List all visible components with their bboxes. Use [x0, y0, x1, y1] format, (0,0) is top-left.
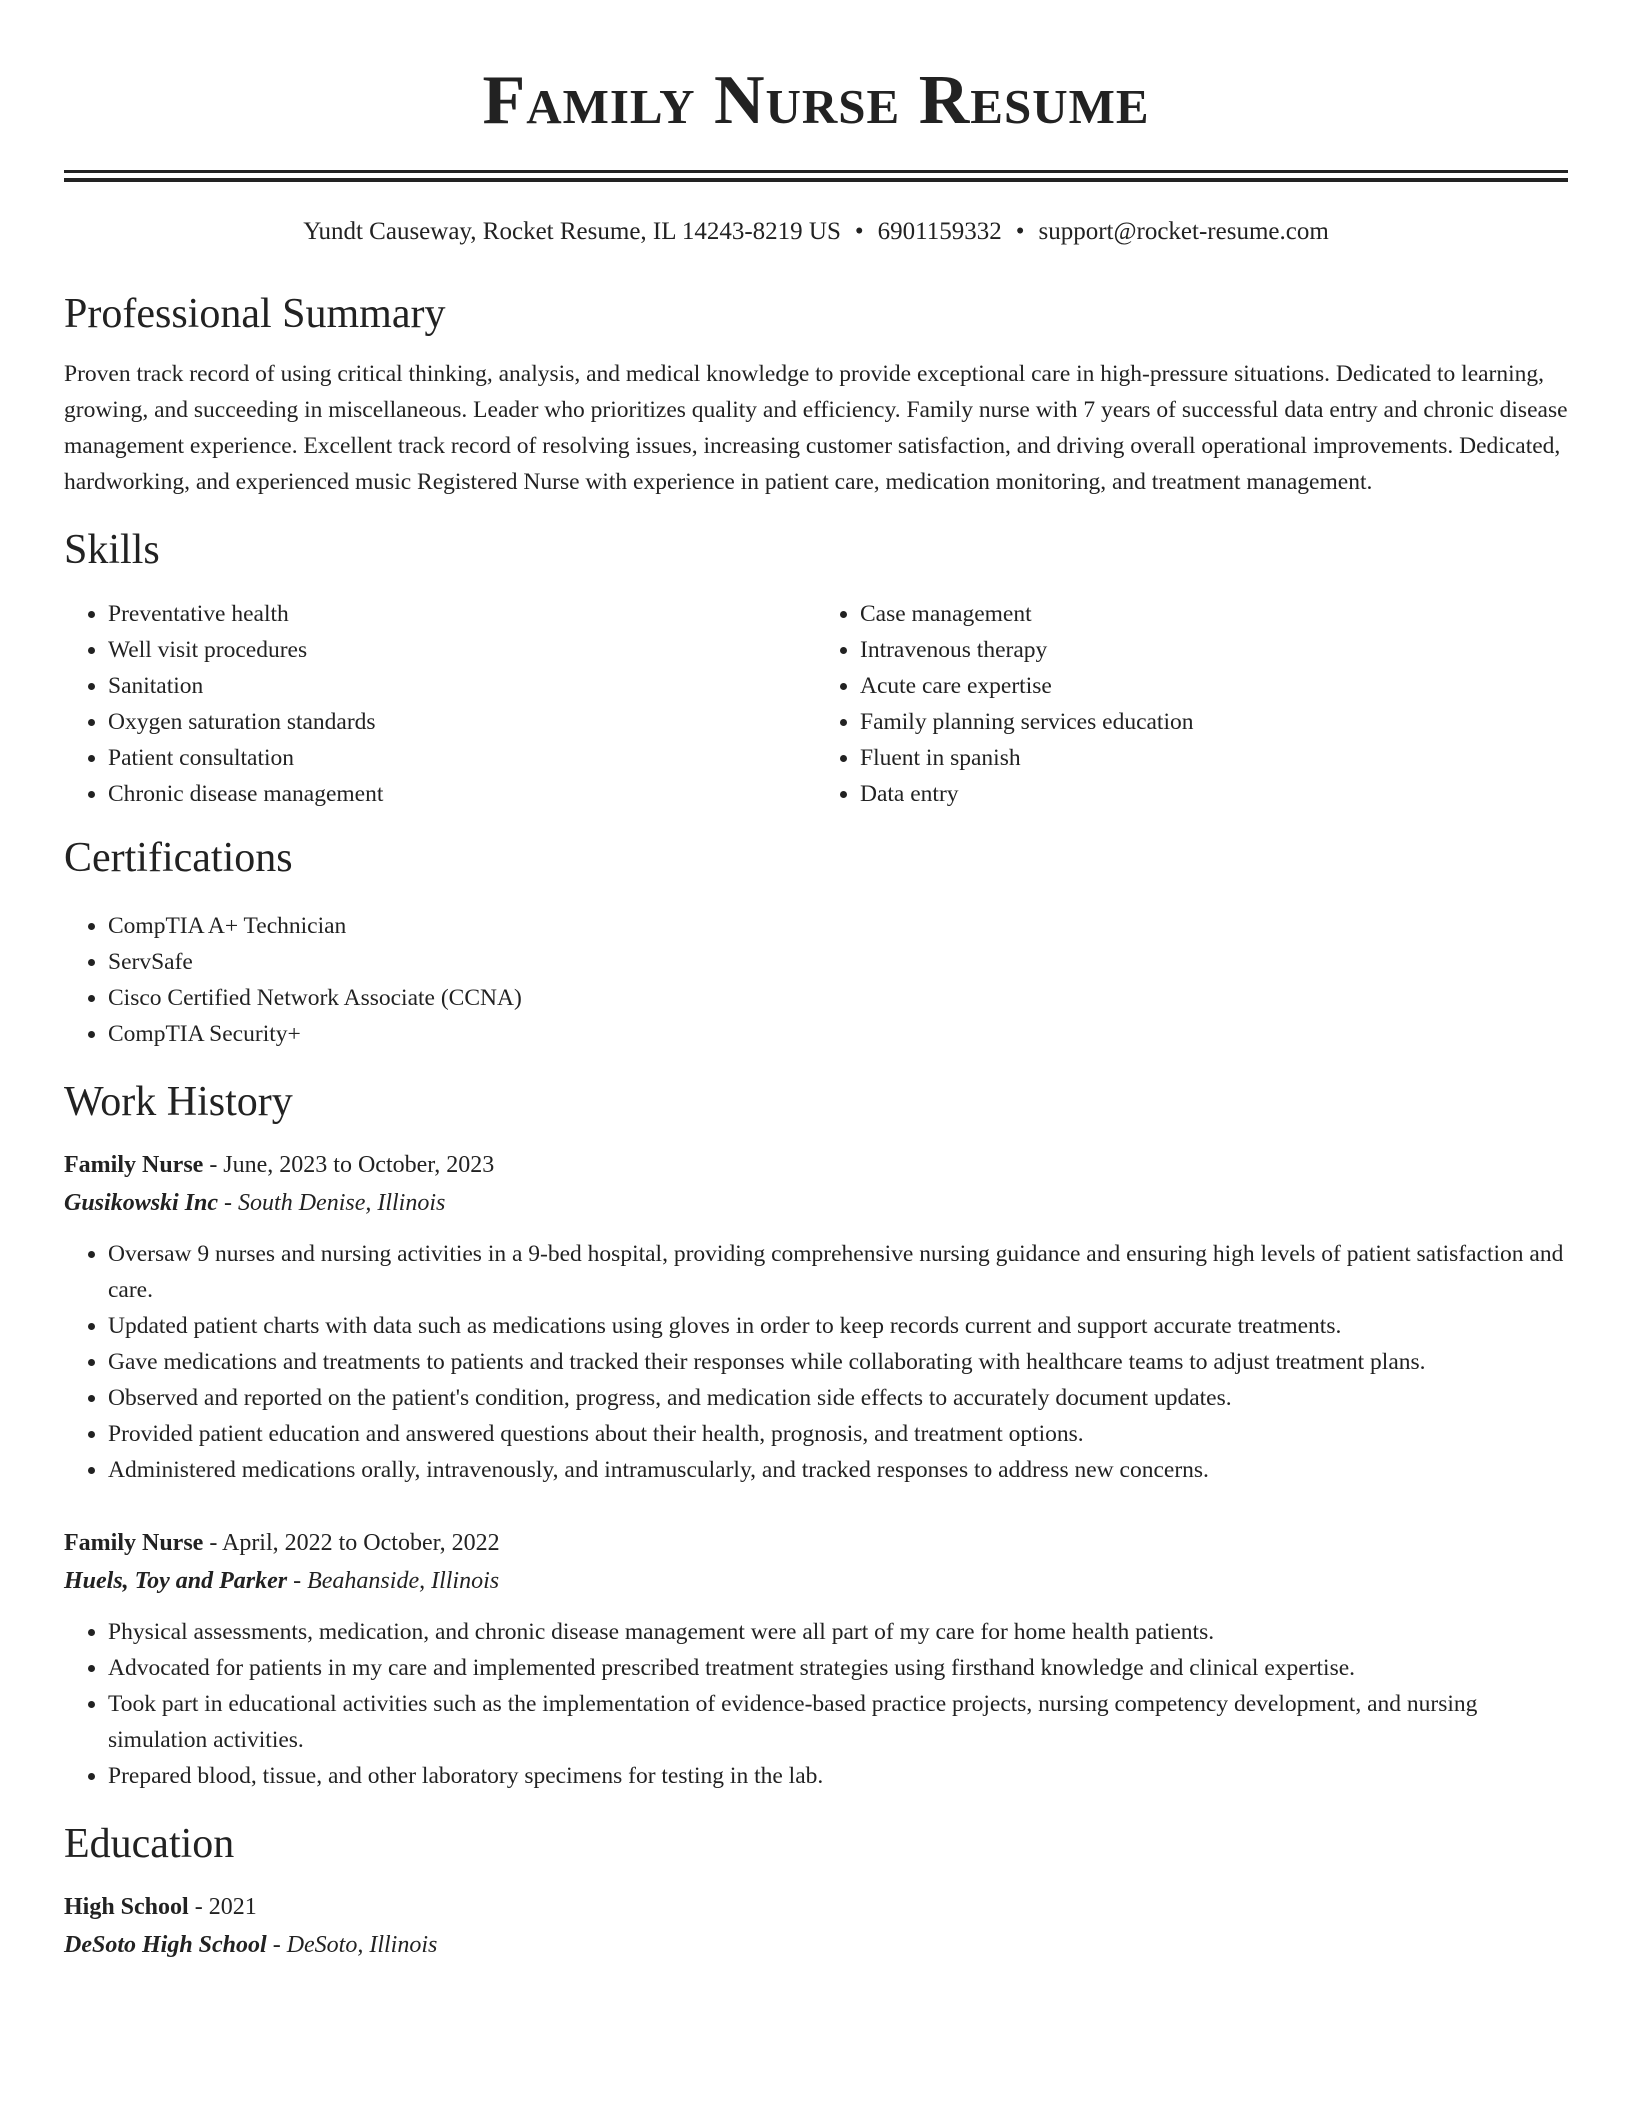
- job-title-line: [64, 1524, 1568, 1562]
- job-title: Family Nurse: [64, 1152, 204, 1178]
- contact-phone: 6901159332: [877, 218, 1002, 245]
- job-bullet: • Oversaw 9 nurses and nursing activities in a 9-bed hospital, providing comprehensive nursing guidance and ensuring high levels of patient satisfaction and care.: [108, 1236, 1568, 1308]
- job-company: Huels, Toy and Parker: [64, 1568, 288, 1594]
- job-bullet: • Prepared blood, tissue, and other laboratory specimens for testing in the lab.: [108, 1758, 1568, 1794]
- job-dates: - June, 2023 to October, 2023: [203, 1152, 495, 1178]
- skill-item: • Well visit procedures: [108, 632, 816, 668]
- job-bullet: • Updated patient charts with data such as medications using gloves in order to keep records current and support accurate treatments.: [108, 1308, 1568, 1344]
- job-bullet: • Advocated for patients in my care and implemented prescribed treatment strategies using firsthand knowledge and clinical expertise.: [108, 1650, 1568, 1686]
- certifications-heading: Certifications: [64, 835, 293, 881]
- title-double-rule: [64, 170, 1568, 182]
- skill-item: • Intravenous therapy: [860, 632, 1568, 668]
- resume-page: [64, 0, 1568, 1964]
- contact-separator: •: [1015, 218, 1025, 245]
- skills-list-right: [816, 596, 1568, 812]
- job-title: Family Nurse: [64, 1530, 204, 1556]
- skill-item: • Acute care expertise: [860, 668, 1568, 704]
- skill-item: • Oxygen saturation standards: [108, 704, 816, 740]
- education-school: DeSoto High School: [64, 1932, 267, 1958]
- education-heading: Education: [64, 1821, 235, 1867]
- summary-text: Proven track record of using critical thinking, analysis, and medical knowledge to provide exceptional care in high-pressure situations. Dedicated to learning, growing, and succeeding in miscellaneous. Leader who prioritizes quality and efficiency. Family nurse with 7 years of successful data entry and chronic disease management experience. Excellent track record of resolving issues, increasing customer satisfaction, and driving overall operational improvements. Dedicated, hardworking, and experienced music Registered Nurse with experience in patient care, medication monitoring, and treatment management.: [64, 361, 1568, 495]
- skill-item: • Fluent in spanish: [860, 740, 1568, 776]
- job-location: - Beahanside, Illinois: [287, 1568, 500, 1594]
- contact-separator: •: [854, 218, 864, 245]
- skill-item: • Sanitation: [108, 668, 816, 704]
- resume-title: Family Nurse Resume: [482, 62, 1150, 139]
- education-school-line: [64, 1926, 1568, 1964]
- skill-item: • Preventative health: [108, 596, 816, 632]
- skills-list-left: [64, 596, 816, 812]
- job-bullet: • Took part in educational activities such as the implementation of evidence-based practice projects, nursing competency development, and nursing simulation activities.: [108, 1686, 1568, 1758]
- job-company: Gusikowski Inc: [64, 1190, 219, 1216]
- skill-item: • Chronic disease management: [108, 776, 816, 812]
- job-company-line: [64, 1562, 1568, 1600]
- skill-item: • Family planning services education: [860, 704, 1568, 740]
- education-location: - DeSoto, Illinois: [266, 1932, 438, 1958]
- job-bullet: • Gave medications and treatments to patients and tracked their responses while collaborating with healthcare teams to adjust treatment plans.: [108, 1344, 1568, 1380]
- education-year: - 2021: [188, 1894, 257, 1920]
- skill-item: • Case management: [860, 596, 1568, 632]
- certification-item: • ServSafe: [108, 944, 1568, 980]
- skill-item: • Data entry: [860, 776, 1568, 812]
- job-entry: [64, 1524, 1568, 1794]
- job-entry: [64, 1146, 1568, 1488]
- job-bullet: • Administered medications orally, intravenously, and intramuscularly, and tracked responses to address new concerns.: [108, 1452, 1568, 1488]
- certification-item: • CompTIA A+ Technician: [108, 908, 1568, 944]
- job-location: - South Denise, Illinois: [218, 1190, 446, 1216]
- education-degree: High School: [64, 1894, 189, 1920]
- contact-line: [64, 216, 1568, 248]
- job-bullet-list: [64, 1614, 1568, 1794]
- job-bullet: • Provided patient education and answered questions about their health, prognosis, and treatment options.: [108, 1416, 1568, 1452]
- skills-columns: [64, 596, 1568, 812]
- job-company-line: [64, 1184, 1568, 1222]
- work-history-heading: Work History: [64, 1079, 293, 1125]
- job-bullet-list: [64, 1236, 1568, 1488]
- contact-address: Yundt Causeway, Rocket Resume, IL 14243-8219 US: [303, 218, 841, 245]
- contact-email: support@rocket-resume.com: [1038, 218, 1329, 245]
- job-bullet: • Observed and reported on the patient's condition, progress, and medication side effects to accurately document updates.: [108, 1380, 1568, 1416]
- job-bullet: • Physical assessments, medication, and chronic disease management were all part of my care for home health patients.: [108, 1614, 1568, 1650]
- education-entry: [64, 1888, 1568, 1964]
- skills-heading: Skills: [64, 527, 160, 573]
- job-title-line: [64, 1146, 1568, 1184]
- education-degree-line: [64, 1888, 1568, 1926]
- job-dates: - April, 2022 to October, 2022: [203, 1530, 500, 1556]
- certification-item: • CompTIA Security+: [108, 1016, 1568, 1052]
- certifications-list: [64, 908, 1568, 1052]
- certification-item: • Cisco Certified Network Associate (CCNA): [108, 980, 1568, 1016]
- skill-item: • Patient consultation: [108, 740, 816, 776]
- summary-heading: Professional Summary: [64, 291, 446, 337]
